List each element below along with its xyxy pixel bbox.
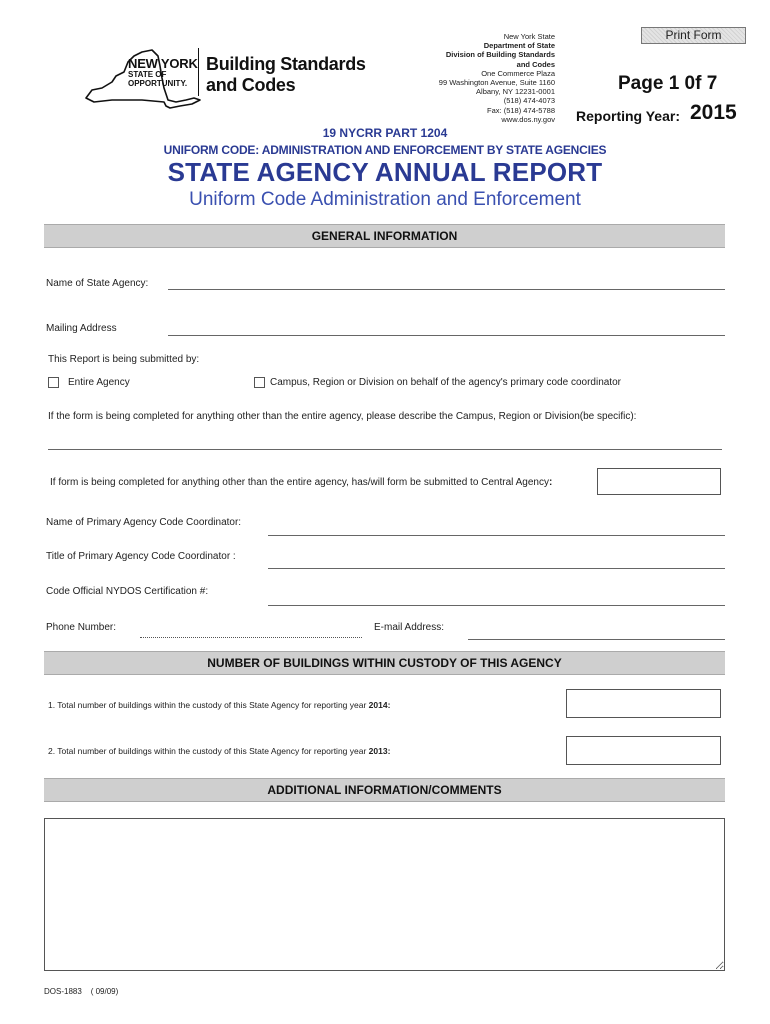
section-header-additional-information: ADDITIONAL INFORMATION/COMMENTS: [44, 778, 725, 802]
address-line: Department of State: [483, 41, 555, 51]
address-line: One Commerce Plaza: [481, 68, 555, 78]
logo-department-name: [206, 54, 366, 96]
logo-department-line-2: and Codes: [206, 75, 296, 95]
logo-divider: [198, 48, 199, 96]
report-title: STATE AGENCY ANNUAL REPORT: [167, 157, 603, 187]
form-revision: ( 09/09): [90, 987, 119, 996]
report-subtitle: Uniform Code Administration and Enforcement: [189, 189, 581, 210]
coordinator-name-field[interactable]: [268, 518, 728, 536]
address-line: New York State: [503, 32, 555, 41]
submitted-by-label: This Report is being submitted by:: [48, 354, 200, 365]
coordinator-title-field[interactable]: [268, 551, 728, 569]
campus-region-division-checkbox[interactable]: [254, 377, 265, 388]
agency-name-field[interactable]: [168, 272, 728, 290]
central-agency-label-colon: :: [548, 477, 553, 488]
agency-name-underline: [168, 289, 725, 290]
coordinator-title-label: Title of Primary Agency Code Coordinator :: [46, 551, 236, 562]
reporting-year-value: 2015: [690, 101, 737, 124]
address-line: (518) 474-4073: [503, 96, 555, 106]
address-line: www.dos.ny.gov: [501, 114, 555, 124]
coordinator-name-underline: [268, 535, 725, 536]
email-underline: [468, 639, 725, 640]
address-line: 99 Washington Avenue, Suite 1160: [438, 78, 555, 88]
logo-tagline-line-2: OPPORTUNITY.: [128, 79, 188, 88]
buildings-2014-field[interactable]: [566, 689, 721, 718]
logo-tagline-line-1: STATE OF: [128, 70, 167, 79]
describe-campus-label: If the form is being completed for anything other than the entire agency, please describe the Campus, Region or Division(be specific):: [48, 411, 637, 422]
address-line: and Codes: [516, 59, 555, 69]
describe-campus-field[interactable]: [48, 432, 726, 450]
central-agency-label: [50, 477, 552, 488]
mailing-address-field[interactable]: [168, 318, 728, 336]
address-line: Division of Building Standards: [445, 50, 555, 60]
buildings-question-year: 2013:: [368, 746, 391, 756]
central-agency-label-text: If form is being completed for anything other than the entire agency, has/will form be submitted to Central Agency: [50, 477, 549, 488]
buildings-question-text: 2. Total number of buildings within the custody of this State Agency for reporting year: [48, 746, 369, 756]
logo-state-name: NEW YORK: [128, 56, 198, 71]
phone-underline: [140, 637, 362, 638]
uniform-code-title: UNIFORM CODE: ADMINISTRATION AND ENFORCEMENT BY STATE AGENCIES: [163, 143, 607, 157]
buildings-2013-field[interactable]: [566, 736, 721, 765]
section-header-buildings: NUMBER OF BUILDINGS WITHIN CUSTODY OF THIS AGENCY: [44, 651, 725, 675]
entire-agency-label: Entire Agency: [68, 377, 130, 388]
buildings-2014-label: [48, 700, 390, 710]
central-agency-field[interactable]: [597, 468, 721, 495]
entire-agency-checkbox[interactable]: [48, 377, 59, 388]
mailing-address-label: Mailing Address: [46, 323, 117, 334]
comments-textarea[interactable]: [44, 818, 725, 971]
campus-region-division-label: Campus, Region or Division on behalf of the agency's primary code coordinator: [270, 377, 621, 388]
print-form-button[interactable]: Print Form: [641, 27, 746, 44]
buildings-question-year: 2014:: [368, 700, 391, 710]
agency-name-label: Name of State Agency:: [46, 278, 149, 289]
logo-department-line-1: Building Standards: [206, 54, 366, 74]
agency-address-block: [439, 32, 555, 124]
mailing-address-underline: [168, 335, 725, 336]
address-line: Albany, NY 12231-0001: [476, 87, 555, 97]
form-footer: [44, 987, 118, 996]
phone-field[interactable]: [140, 620, 364, 638]
page-indicator: Page 1 0f 7: [618, 73, 718, 94]
address-line: Fax: (518) 474-5788: [487, 105, 555, 115]
buildings-question-text: 1. Total number of buildings within the custody of this State Agency for reporting year: [48, 700, 369, 710]
form-number: DOS-1883: [44, 987, 82, 996]
regulation-part-title: 19 NYCRR PART 1204: [322, 126, 448, 140]
describe-campus-underline: [48, 449, 722, 450]
section-header-general-information: GENERAL INFORMATION: [44, 224, 725, 248]
certification-label: Code Official NYDOS Certification #:: [46, 586, 209, 597]
coordinator-name-label: Name of Primary Agency Code Coordinator:: [46, 517, 242, 528]
buildings-2013-label: [48, 746, 390, 756]
logo-tagline: [128, 70, 187, 88]
email-field[interactable]: [468, 622, 728, 640]
coordinator-title-underline: [268, 568, 725, 569]
phone-label: Phone Number:: [46, 622, 117, 633]
certification-underline: [268, 605, 725, 606]
certification-field[interactable]: [268, 588, 728, 606]
reporting-year-label: Reporting Year:: [576, 108, 680, 124]
email-label: E-mail Address:: [374, 622, 445, 633]
